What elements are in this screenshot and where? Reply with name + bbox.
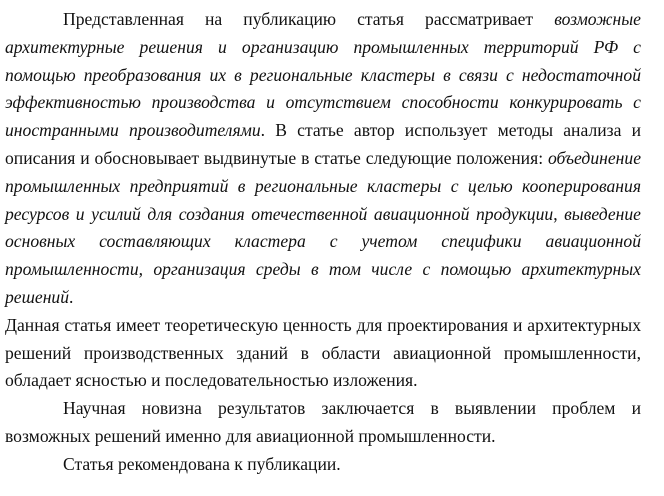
review-paragraph-value bbox=[5, 312, 641, 395]
text-segment: . В статье автор использует методы анализа и описания и обосновывает выдвинутые в статье следующие положения: bbox=[5, 120, 641, 168]
review-paragraph-summary bbox=[5, 6, 641, 312]
text-segment: Научная новизна результатов заключается в выявлении проблем и возможных решений именно для авиационной промышленности. bbox=[5, 398, 641, 446]
text-segment: Представленная на публикацию статья рассматривает bbox=[63, 9, 555, 29]
document-page bbox=[5, 6, 641, 479]
review-paragraph-recommendation bbox=[5, 451, 641, 479]
italic-segment: выведение основных составляющих кластера с учетом специфики авиационной промышленности, организация среды в том числе с помощью архитектурных решений bbox=[5, 203, 641, 307]
italic-segment: объединение промышленных предприятий в региональные кластеры с целью кооперирования ресурсов и усилий для создания отечественной авиационной продукции bbox=[5, 147, 641, 224]
review-paragraph-novelty bbox=[5, 395, 641, 451]
text-segment: Данная статья имеет теоретическую ценность для проектирования и архитектурных решений производственных зданий в области авиационной промышленности, обладает ясностью и последовательностью изложения. bbox=[5, 314, 641, 391]
italic-segment: возможные архитектурные решения и организацию промышленных территорий РФ с помощью преобразования их в региональные кластеры в связи с недостаточной эффективностью производства и отсутствием способности конкурировать с иностранными производителями bbox=[5, 9, 641, 141]
text-segment: , bbox=[553, 203, 565, 224]
text-segment: . bbox=[69, 286, 74, 307]
text-segment: Статья рекомендована к публикации. bbox=[63, 453, 341, 474]
